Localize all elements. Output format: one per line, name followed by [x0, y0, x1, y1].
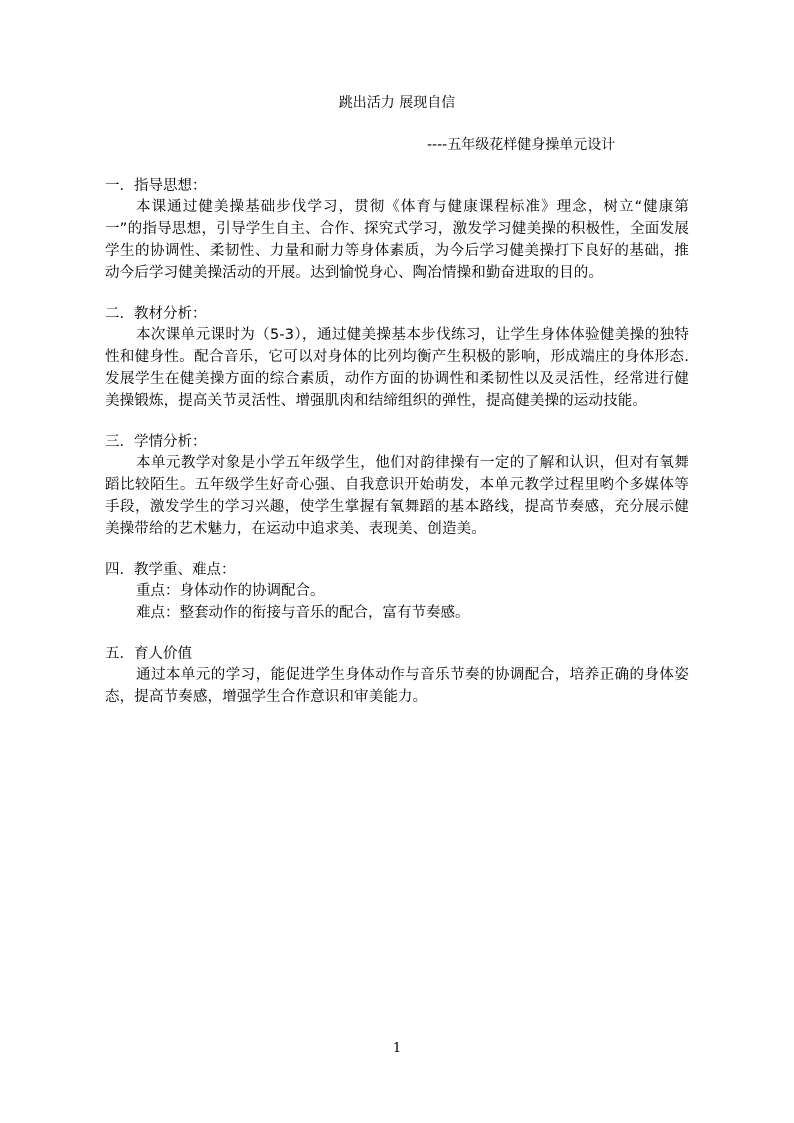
document-subtitle: ----五年级花样健身操单元设计	[427, 137, 616, 153]
section-heading: 五．育人价值	[105, 646, 192, 662]
section-heading: 二．教材分析：	[105, 306, 207, 322]
section-paragraph: 通过本单元的学习，能促进学生身体动作与音乐节奏的协调配合，培养正确的身体姿态，提高节奏感，增强学生合作意识和审美能力。	[105, 667, 689, 705]
key-point: 重点：身体动作的协调配合。	[136, 583, 325, 599]
section-material-analysis	[105, 304, 689, 412]
section-heading: 三．学情分析：	[105, 434, 207, 450]
document-body	[105, 176, 689, 728]
section-paragraph: 本单元教学对象是小学五年级学生，他们对韵律操有一定的了解和认识，但对有氧舞蹈比较陌生。五年级学生好奇心强、自我意识开始萌发，本单元教学过程里哟个多媒体等手段，激发学生的学习兴趣，使学生掌握有氧舞蹈的基本路线，提高节奏感，充分展示健美操带给的艺术魅力，在运动中追求美、表现美、创造美。	[105, 455, 689, 537]
section-heading: 一．指导思想：	[105, 178, 207, 194]
document-title: 跳出活力 展现自信	[338, 95, 456, 111]
section-heading: 四．教学重、难点：	[105, 562, 236, 578]
section-key-difficult-points	[105, 560, 689, 624]
difficult-point: 难点：整套动作的衔接与音乐的配合，富有节奏感。	[136, 605, 470, 621]
section-paragraph: 本次课单元课时为（5-3），通过健美操基本步伐练习，让学生身体体验健美操的独特性和健身性。配合音乐，它可以对身体的比列均衡产生积极的影响，形成端庄的身体形态.发展学生在健美操方面的综合素质，动作方面的协调性和柔韧性以及灵活性，经常进行健美操锻炼，提高关节灵活性、增强肌肉和结缔组织的弹性，提高健美操的运动技能。	[105, 327, 689, 409]
section-guiding-ideology	[105, 176, 689, 284]
section-learner-analysis	[105, 432, 689, 540]
section-educational-value	[105, 644, 689, 708]
page-number: 1	[392, 1041, 402, 1056]
section-paragraph: 本课通过健美操基础步伐学习，贯彻《体育与健康课程标准》理念，树立“健康第一”的指导思想，引导学生自主、合作、探究式学习，激发学习健美操的积极性，全面发展学生的协调性、柔韧性、力量和耐力等身体素质，为今后学习健美操打下良好的基础，推动今后学习健美操活动的开展。达到愉悦身心、陶冶情操和勤奋进取的目的。	[105, 199, 689, 281]
